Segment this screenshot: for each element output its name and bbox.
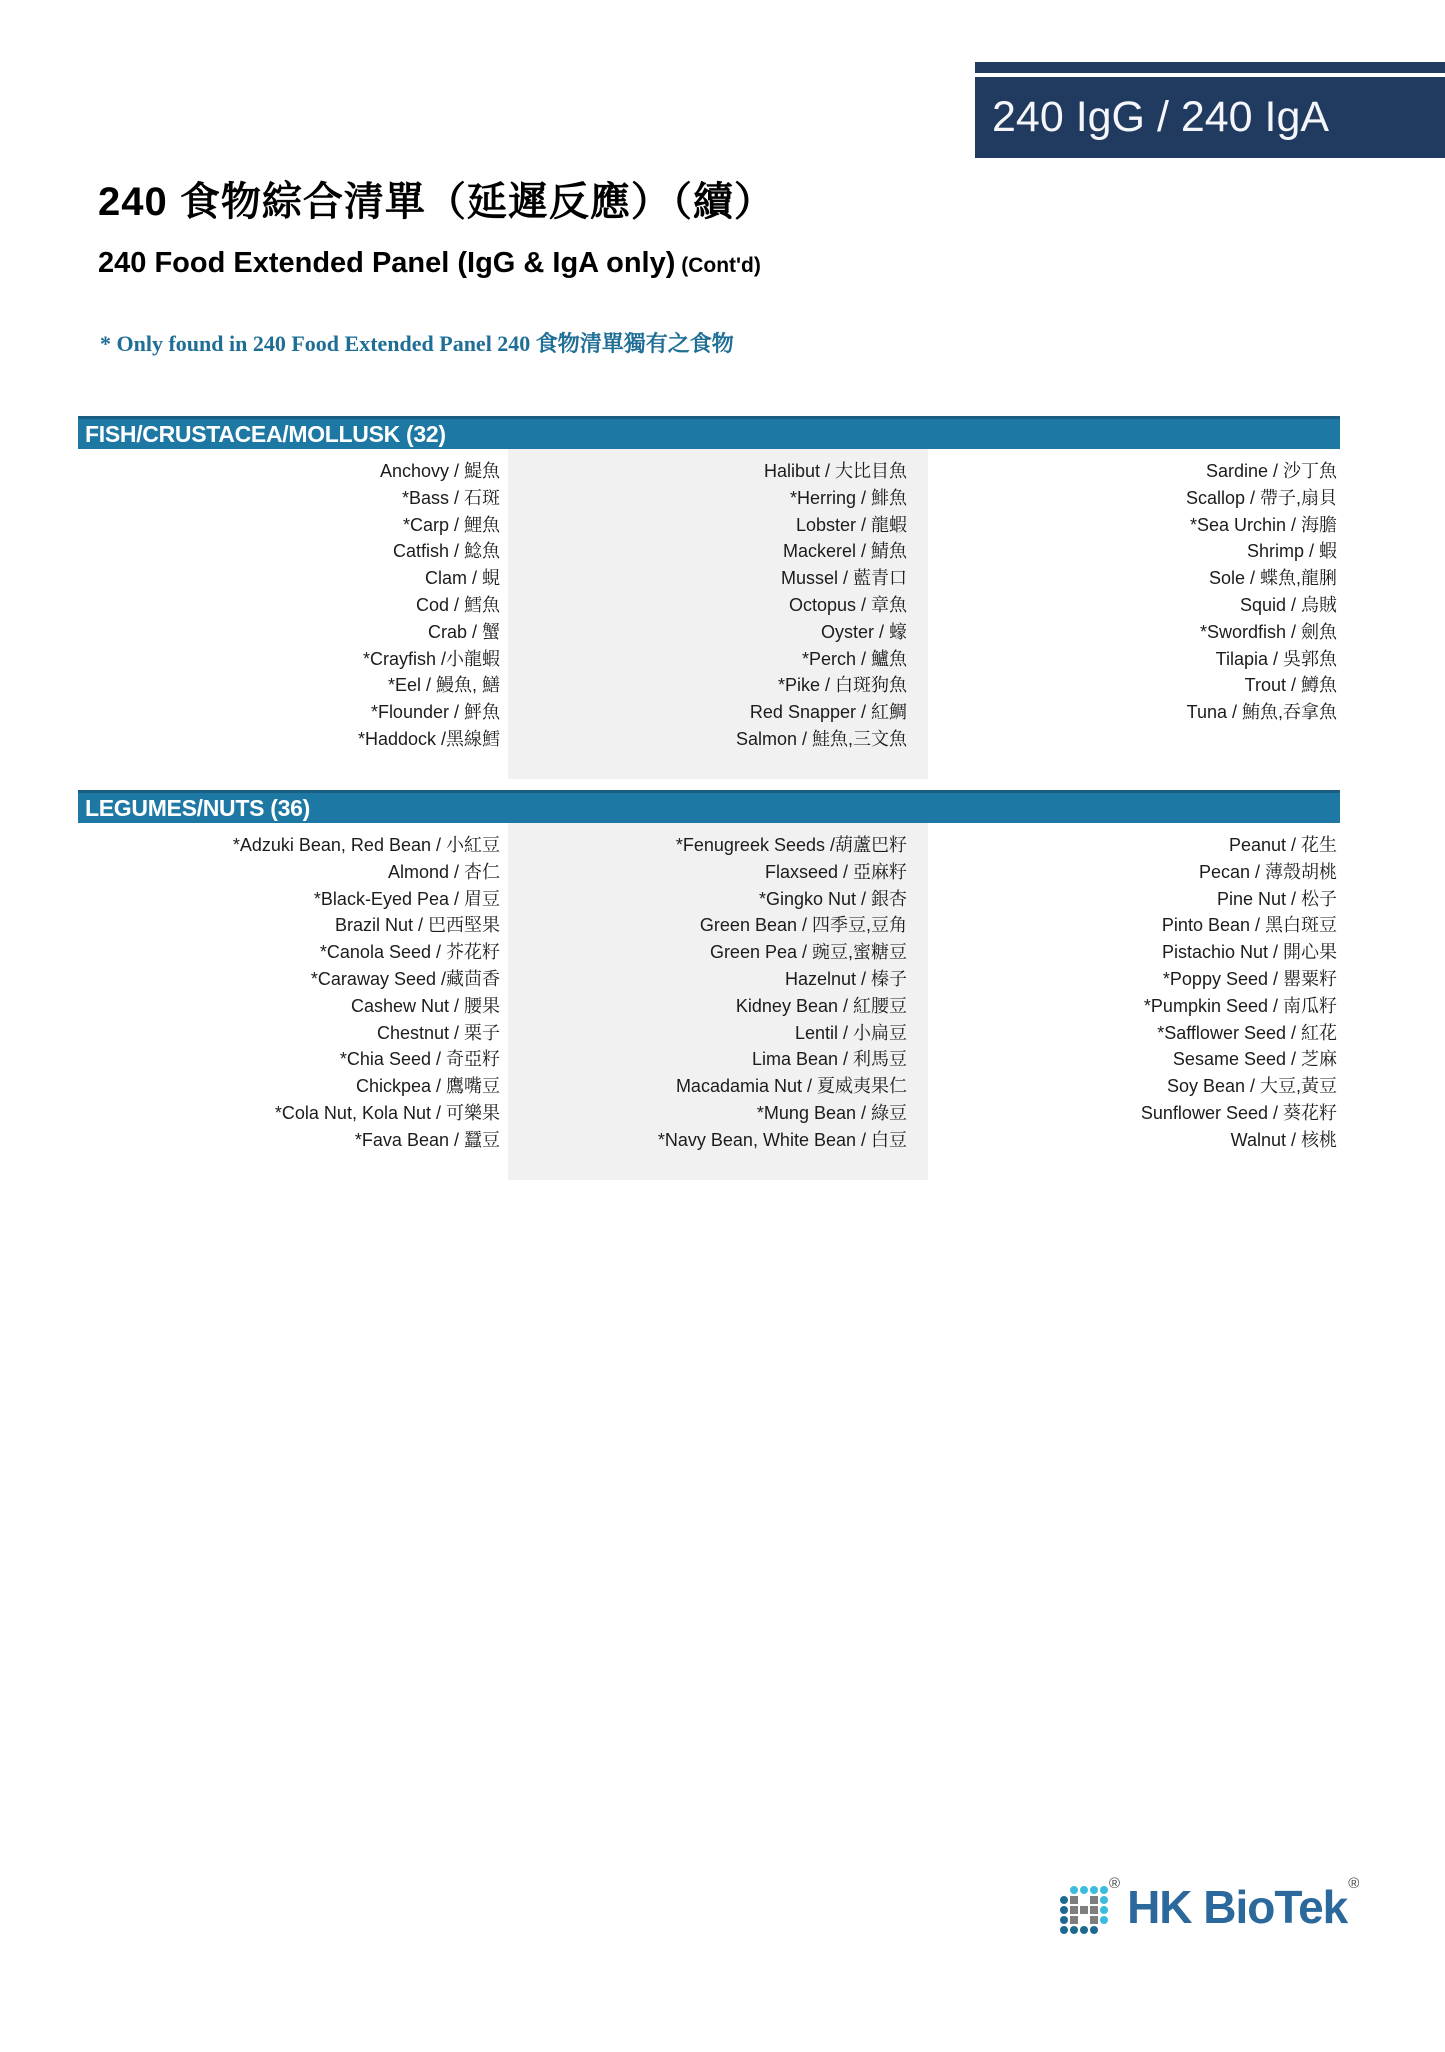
food-item: *Adzuki Bean, Red Bean / 小紅豆 (232, 835, 500, 855)
food-item: Almond / 杏仁 (387, 861, 500, 882)
food-item: Green Bean / 四季豆,豆角 (699, 915, 907, 936)
food-item: Mussel / 藍青口 (780, 568, 907, 589)
food-item: Lima Bean / 利馬豆 (751, 1049, 907, 1070)
food-item: *Crayfish /小龍蝦 (362, 648, 500, 669)
page-title-en-suffix: (Cont'd) (675, 254, 761, 277)
food-item: *Haddock /黑線鱈 (357, 728, 500, 749)
food-item: Kidney Bean / 紅腰豆 (735, 995, 907, 1016)
food-column (78, 449, 500, 753)
registered-mark: ® (1348, 1875, 1360, 1892)
food-item: Sardine / 沙丁魚 (1205, 461, 1337, 481)
food-item: *Mung Bean / 綠豆 (756, 1102, 907, 1123)
food-item: Crab / 蟹 (427, 621, 500, 642)
section-fish-columns (78, 449, 1340, 779)
food-item: Walnut / 核桃 (1230, 1129, 1337, 1150)
food-column (928, 823, 1340, 1154)
food-item: *Pumpkin Seed / 南瓜籽 (1143, 995, 1337, 1016)
food-item: Tilapia / 吳郭魚 (1215, 648, 1337, 669)
food-item: Red Snapper / 紅鯛 (749, 702, 907, 723)
food-item: *Black-Eyed Pea / 眉豆 (313, 888, 500, 909)
food-item: Hazelnut / 榛子 (784, 968, 907, 989)
food-item: Soy Bean / 大豆,黃豆 (1166, 1076, 1337, 1097)
food-item: *Flounder / 鮃魚 (370, 702, 500, 723)
food-item: Sole / 蝶魚,龍脷 (1208, 568, 1337, 589)
food-column (508, 449, 928, 779)
food-item: *Sea Urchin / 海膽 (1189, 514, 1337, 535)
banner-top-strip (975, 62, 1445, 73)
page-title-en (98, 247, 761, 280)
logo (1060, 1876, 1360, 1934)
food-item: *Carp / 鯉魚 (402, 514, 500, 535)
food-item: *Bass / 石斑 (401, 487, 500, 508)
page-title-zh: 240 食物綜合清單（延遲反應）（續） (98, 180, 775, 224)
food-item: Cashew Nut / 腰果 (350, 995, 500, 1016)
food-column (78, 823, 500, 1154)
food-item: Pecan / 薄殼胡桃 (1198, 861, 1337, 882)
food-item: Sunflower Seed / 葵花籽 (1140, 1102, 1337, 1123)
food-item: Macadamia Nut / 夏威夷果仁 (675, 1076, 907, 1097)
corner-banner (975, 77, 1445, 158)
food-item: Catfish / 鯰魚 (392, 541, 500, 562)
food-item: Pinto Bean / 黑白斑豆 (1161, 915, 1337, 936)
food-item: Trout / 鱒魚 (1244, 675, 1337, 696)
food-column (928, 449, 1340, 726)
food-item: *Poppy Seed / 罌粟籽 (1162, 968, 1337, 989)
section-header-legumes-label: LEGUMES/NUTS (36) (85, 794, 310, 821)
food-item: *Perch / 鱸魚 (801, 648, 907, 669)
food-item: *Canola Seed / 芥花籽 (319, 942, 500, 963)
food-item: Pistachio Nut / 開心果 (1161, 942, 1337, 963)
food-item: *Fava Bean / 蠶豆 (354, 1129, 500, 1150)
food-item: *Pike / 白斑狗魚 (777, 675, 907, 696)
food-item: Oyster / 蠔 (820, 621, 907, 642)
food-item: *Caraway Seed /藏茴香 (310, 968, 500, 989)
food-item: Chickpea / 鷹嘴豆 (355, 1076, 500, 1097)
food-item: *Herring / 鯡魚 (789, 487, 907, 508)
corner-banner-label: 240 IgG / 240 IgA (992, 93, 1330, 141)
section-header-fish-label: FISH/CRUSTACEA/MOLLUSK (32) (85, 420, 446, 447)
food-item: *Gingko Nut / 銀杏 (758, 888, 907, 909)
food-item: Brazil Nut / 巴西堅果 (334, 915, 500, 936)
food-item: Scallop / 帶子,扇貝 (1185, 487, 1337, 508)
food-item: Squid / 烏賊 (1239, 594, 1337, 615)
food-item: *Chia Seed / 奇亞籽 (339, 1049, 500, 1070)
food-item: Chestnut / 栗子 (376, 1022, 500, 1043)
hkbiotek-dot-matrix-icon (1060, 1886, 1108, 1934)
food-item: Octopus / 章魚 (788, 594, 907, 615)
food-item: Sesame Seed / 芝麻 (1172, 1049, 1337, 1070)
footnote: * Only found in 240 Food Extended Panel 240 食物清單獨有之食物 (100, 331, 734, 356)
food-item: Shrimp / 蝦 (1246, 541, 1337, 562)
section-header-legumes (78, 790, 1340, 823)
section-legumes (78, 790, 1340, 1180)
page-title-en-main: 240 Food Extended Panel (IgG & IgA only) (98, 247, 676, 279)
food-item: *Fenugreek Seeds /葫蘆巴籽 (675, 835, 907, 855)
food-item: *Cola Nut, Kola Nut / 可樂果 (274, 1102, 500, 1123)
food-item: Green Pea / 豌豆,蜜糖豆 (709, 942, 907, 963)
section-fish (78, 416, 1340, 779)
food-item: Pine Nut / 松子 (1216, 888, 1337, 909)
food-item: Clam / 蜆 (424, 568, 500, 589)
food-item: *Navy Bean, White Bean / 白豆 (657, 1129, 907, 1150)
section-header-fish (78, 416, 1340, 449)
food-item: Peanut / 花生 (1228, 835, 1337, 855)
food-item: Anchovy / 鯷魚 (379, 461, 500, 481)
food-item: Lobster / 龍蝦 (795, 514, 907, 535)
food-item: Tuna / 鮪魚,吞拿魚 (1186, 702, 1337, 723)
logo-text: HK BioTek (1127, 1881, 1348, 1933)
food-item: Halibut / 大比目魚 (763, 461, 907, 481)
food-item: Lentil / 小扁豆 (794, 1022, 907, 1043)
food-item: *Safflower Seed / 紅花 (1157, 1022, 1337, 1043)
food-item: Mackerel / 鯖魚 (782, 541, 907, 562)
food-item: *Eel / 鰻魚, 鱔 (387, 675, 500, 696)
food-item: Cod / 鱈魚 (415, 594, 500, 615)
food-item: Salmon / 鮭魚,三文魚 (735, 728, 907, 749)
food-column (508, 823, 928, 1180)
food-item: Flaxseed / 亞麻籽 (764, 861, 907, 882)
section-legumes-columns (78, 823, 1340, 1180)
registered-mark: ® (1109, 1875, 1121, 1892)
food-item: *Swordfish / 劍魚 (1199, 621, 1337, 642)
